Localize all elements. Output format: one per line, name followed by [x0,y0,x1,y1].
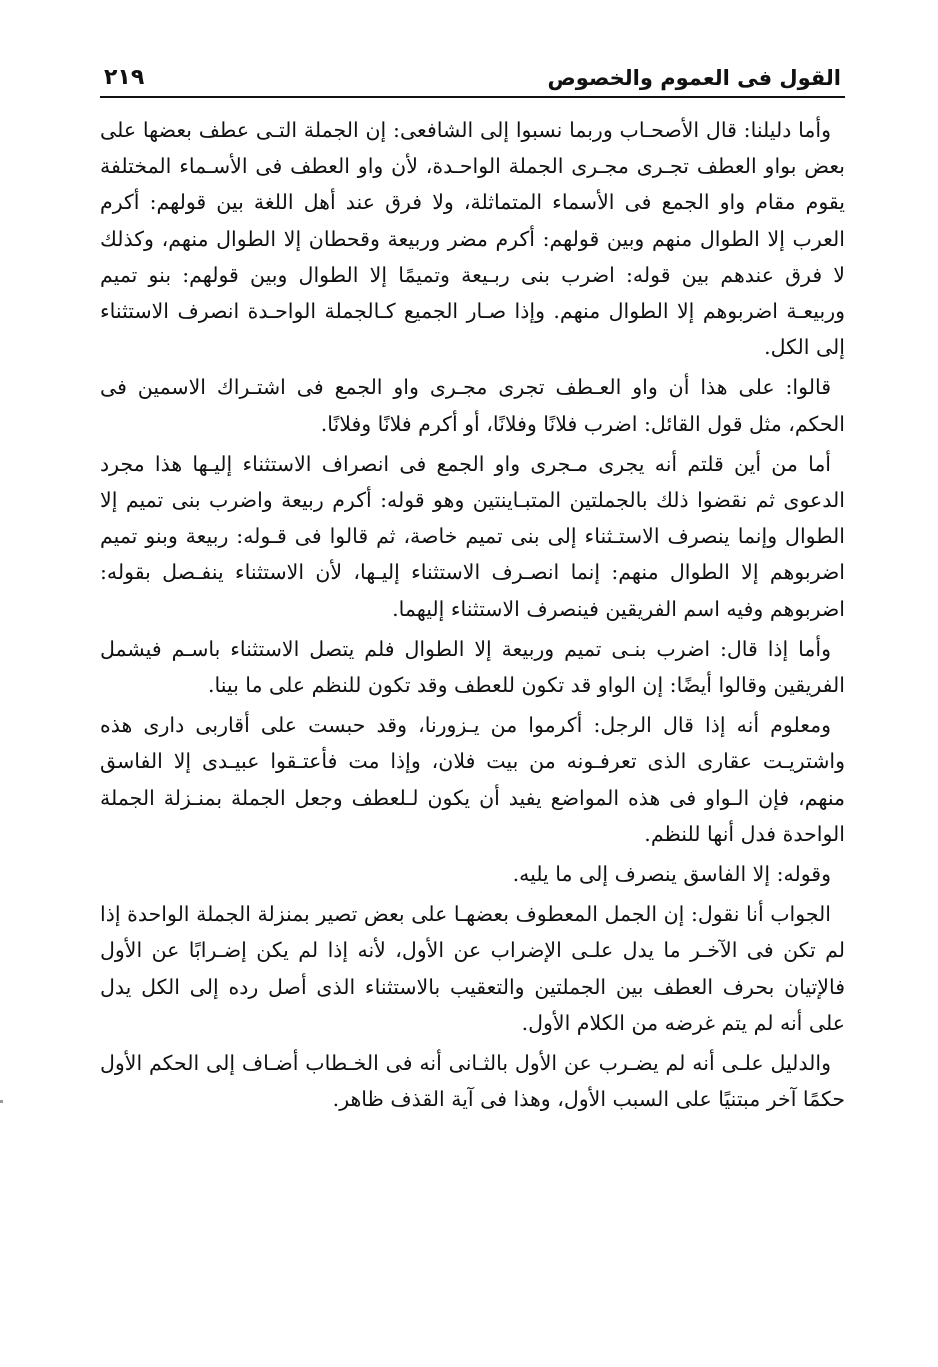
paragraph: قالوا: على هذا أن واو العـطف تجرى مجـرى واو الجمع فى اشتـراك الاسمين فى الحكم، مثل قول القائل: اضرب فلانًا وفلانًا، أو أكرم فلانًا وفلانًا. [100,375,845,436]
page-header [100,58,845,98]
paragraph: وقوله: إلا الفاسق ينصرف إلى ما يليه. [512,862,831,887]
scan-speck [0,1100,3,1103]
page [100,58,845,1121]
page-number: ٢١٩ [104,65,145,90]
paragraph: وأما إذا قال: اضرب بنـى تميم وربيعة إلا الطوال فلم يتصل الاستثناء باسـم فيشمل الفريقين وقالوا أيضًا: إن الواو قد تكون للعطف وقد تكون للنظم على ما بينا. [100,636,845,698]
running-title: القول فى العموم والخصوص [547,66,841,90]
paragraph: ومعلوم أنه إذا قال الرجل: أكرموا من يـزورنا، وقد حبست على أقاربى دارى هذه واشتريـت عقارى الذى تعرفـونه من بيت فلان، وإذا مت فأعتـقوا عبيـدى إلا الفاسق منهم، فإن الـواو فى هذه المواضع يفيد أن يكون لـلعطف وجعل الجملة بمنـزلة الجملة الواحدة فدل أنها للنظم. [100,713,845,846]
paragraph: والدليل علـى أنه لم يضـرب عن الأول بالثـانى أنه فى الخـطاب أضـاف إلى الحكم الأول حكمًا آخر مبتنيًا على السبب الأول، وهذا فى آية القذف ظاهر. [100,1051,845,1112]
paragraph: أما من أين قلتم أنه يجرى مـجرى واو الجمع فى انصراف الاستثناء إليـها هذا مجرد الدعوى ثم نقضوا ذلك بالجملتين المتبـاينتين وهو قوله: أكرم ربيعة واضرب بنى تميم إلا الطوال وإنما ينصرف الاستـثناء إلى بنى تميم خاصة، ثم قالوا فى قـوله: ربيعة وبنو تميم اضربوهم إلا الطوال منهم: إنما انصـرف الاستثناء إليـها، لأن الاستثناء ينفـصل بقوله: اضربوهم وفيه اسم الفريقين فينصرف الاستثناء إليهما. [100,451,845,621]
paragraph: الجواب أنا نقول: إن الجمل المعطوف بعضهـا على بعض تصير بمنزلة الجملة الواحدة إذا لم تكن فى الآخـر ما يدل علـى الإضراب عن الأول، لأنه إذا لم يكن إضـرابًا عن الأول فالإتيان بحرف العطف بين الجملتين والتعقيب بالاستثناء الذى أصل رده إلى الكل يدل على أنه لم يتم غرضه من الكلام الأول. [100,902,845,1035]
paragraph: وأما دليلنا: قال الأصحـاب وربما نسبوا إلى الشافعى: إن الجملة التـى عطف بعضها على بعض بواو العطف تجـرى مجـرى الجملة الواحـدة، لأن واو العطف فى الأسـماء المختلفة يقوم مقام واو الجمع فى الأسماء المتماثلة، ولا فرق عند أهل اللغة بين قولهم: أكرم العرب إلا الطوال منهم وبين قولهم: أكرم مضر وربيعة وقحطان إلا الطوال منهم، وكذلك لا فرق عندهم بين قوله: اضرب بنى ربـيعة وتميمًا إلا الطوال وبين قولهم: بنو تميم وربيعـة اضربوهم إلا الطوال منهم. وإذا صـار الجميع كـالجملة الواحـدة انصرف الاستثناء إلى الكل. [100,118,845,360]
body-text [100,112,845,1117]
